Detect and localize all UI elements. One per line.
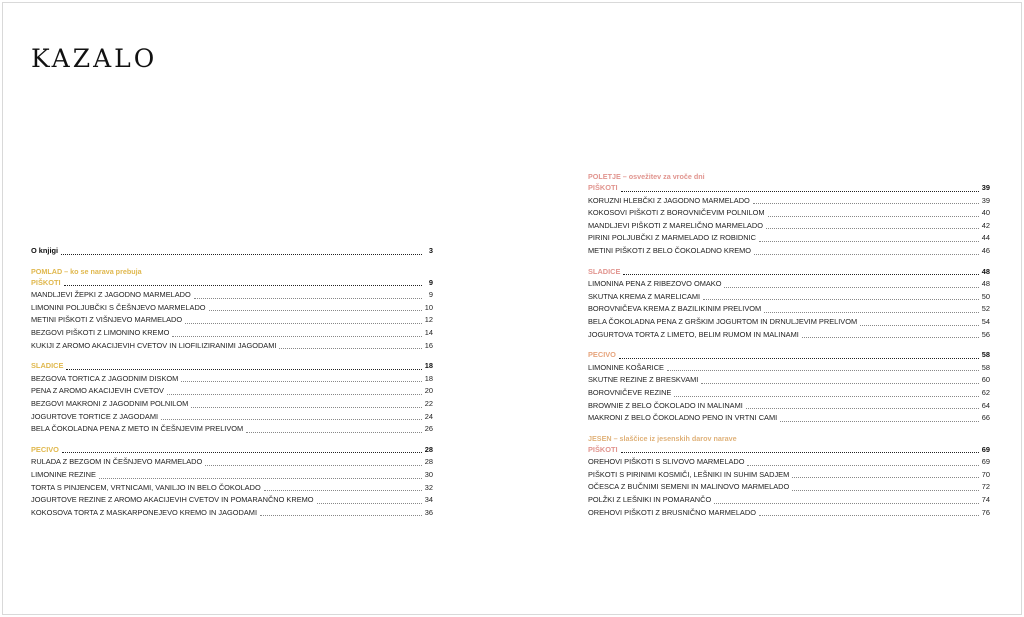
toc-entry[interactable] [31, 423, 433, 436]
dot-leader [714, 502, 979, 504]
dot-leader [703, 298, 979, 300]
toc-entry-label: TORTA S PINJENCEM, VRTNICAMI, VANILJO IN BELO ČOKOLADO [31, 482, 261, 492]
toc-entry-label: PENA Z AROMO AKACIJEVIH CVETOV [31, 386, 164, 396]
toc-entry-label: LIMONINA PENA Z RIBEZOVO OMAKO [588, 279, 722, 289]
toc-entry-page: 58 [981, 362, 990, 372]
toc-entry-page: 22 [424, 398, 433, 408]
toc-entry[interactable] [31, 398, 433, 411]
toc-entry[interactable] [31, 289, 433, 302]
toc-category-sladice[interactable] [31, 360, 433, 373]
toc-entry-page: 46 [981, 245, 990, 255]
dot-leader [264, 489, 422, 491]
toc-entry-label: KUKIJI Z AROMO AKACIJEVIH CVETOV IN LIOFILIZIRANIMI JAGODAMI [31, 340, 277, 350]
toc-entry-label: OREHOVI PIŠKOTI Z BRUSNIČNO MARMELADO [588, 507, 756, 517]
toc-entry-label: O knjigi [31, 246, 59, 255]
dot-leader [792, 489, 979, 491]
dot-leader [667, 369, 979, 371]
toc-category-page: 9 [428, 277, 433, 287]
toc-entry-page: 66 [981, 413, 990, 423]
toc-entry-label: RULADA Z BEZGOM IN ČEŠNJEVO MARMELADO [31, 457, 203, 467]
dot-leader [724, 286, 978, 288]
toc-entry-page: 9 [428, 290, 433, 300]
dot-leader [674, 395, 978, 397]
toc-entry-page: 70 [981, 469, 990, 479]
toc-entry-page: 62 [981, 387, 990, 397]
dot-leader [64, 284, 422, 286]
toc-entry[interactable] [31, 340, 433, 353]
dot-leader [766, 227, 979, 229]
dot-leader [246, 431, 422, 433]
dot-leader [792, 476, 979, 478]
dot-leader [62, 451, 422, 453]
toc-category-pecivo[interactable] [588, 349, 990, 362]
season-heading-autumn: JESEN – slaščice iz jesenskih darov narave [588, 433, 737, 443]
dot-leader [621, 190, 979, 192]
toc-right-column [588, 171, 990, 527]
toc-entry-label: METINI PIŠKOTI Z VIŠNJEVO MARMELADO [31, 315, 183, 325]
toc-entry[interactable] [588, 494, 990, 507]
toc-entry-label: BOROVNIČEVE REZINE [588, 387, 672, 397]
toc-entry-label: BEZGOVI MAKRONI Z JAGODNIM POLNILOM [31, 398, 189, 408]
dot-leader [172, 335, 421, 337]
toc-entry-page: 36 [424, 507, 433, 517]
toc-entry[interactable] [588, 387, 990, 400]
dot-leader [759, 514, 979, 516]
toc-entry[interactable] [31, 385, 433, 398]
toc-category-label: SLADICE [588, 266, 621, 276]
toc-entry[interactable] [588, 362, 990, 375]
toc-entry-label: PIRINI POLJUBČKI Z MARMELADO IZ ROBIDNIC [588, 233, 756, 243]
toc-entry-label: KOKOSOVI PIŠKOTI Z BOROVNIČEVIM POLNILOM [588, 208, 765, 218]
toc-entry[interactable] [588, 374, 990, 387]
dot-leader [802, 336, 979, 338]
toc-entry[interactable] [588, 232, 990, 245]
toc-entry-page: 64 [981, 400, 990, 410]
dot-leader [768, 215, 979, 217]
toc-category-label: SLADICE [31, 361, 64, 371]
toc-entry-label: LIMONINI POLJUBČKI S ČEŠNJEVO MARMELADO [31, 302, 206, 312]
toc-category-pikoti[interactable] [588, 182, 990, 195]
toc-category-pecivo[interactable] [31, 444, 433, 457]
page-title: KAZALO [31, 44, 158, 73]
toc-entry-label: LIMONINE REZINE [31, 469, 96, 479]
toc-entry-page: 76 [981, 507, 990, 517]
toc-entry[interactable] [31, 373, 433, 386]
toc-entry[interactable] [31, 456, 433, 469]
toc-category-label: PIŠKOTI [588, 444, 618, 454]
toc-category-page: 48 [981, 266, 990, 276]
toc-entry-page: 28 [424, 457, 433, 467]
toc-entry-label: BELA ČOKOLADNA PENA Z METO IN ČEŠNJEVIM PRELIVOM [31, 424, 244, 434]
toc-entry[interactable] [588, 456, 990, 469]
dot-leader [746, 407, 979, 409]
toc-entry-page: 56 [981, 329, 990, 339]
toc-entry-label: PIŠKOTI S PIRINIMI KOSMIČI, LEŠNIKI IN SUHIM SADJEM [588, 469, 790, 479]
dot-leader [66, 368, 421, 370]
toc-entry-label: METINI PIŠKOTI Z BELO ČOKOLADNO KREMO [588, 245, 752, 255]
dot-leader [317, 502, 422, 504]
toc-entry-label: BEZGOVI PIŠKOTI Z LIMONINO KREMO [31, 327, 170, 337]
dot-leader [753, 202, 979, 204]
dot-leader [191, 406, 421, 408]
toc-entry-page: 50 [981, 291, 990, 301]
toc-entry-intro[interactable] [31, 245, 433, 258]
toc-entry-page: 52 [981, 304, 990, 314]
toc-entry-page: 34 [424, 495, 433, 505]
toc-category-sladice[interactable] [588, 266, 990, 279]
toc-entry-page: 30 [424, 469, 433, 479]
dot-leader [260, 514, 422, 516]
dot-leader [61, 253, 422, 255]
toc-entry-page: 54 [981, 316, 990, 326]
toc-left-column [31, 245, 433, 527]
toc-entry-page: 32 [424, 482, 433, 492]
dot-leader [194, 297, 422, 299]
toc-entry[interactable] [588, 278, 990, 291]
toc-entry-label: SKUTNE REZINE Z BRESKVAMI [588, 375, 699, 385]
dot-leader [747, 464, 978, 466]
toc-entry-page: 14 [424, 327, 433, 337]
dot-leader [701, 382, 978, 384]
dot-leader [623, 273, 978, 275]
toc-entry-page: 74 [981, 495, 990, 505]
toc-entry[interactable] [588, 303, 990, 316]
dot-leader [181, 380, 421, 382]
toc-entry-page: 39 [981, 195, 990, 205]
toc-entry[interactable] [31, 507, 433, 520]
dot-leader [619, 357, 979, 359]
dot-leader [205, 464, 422, 466]
toc-entry[interactable] [588, 316, 990, 329]
toc-entry-label: OREHOVI PIŠKOTI S SLIVOVO MARMELADO [588, 457, 745, 467]
toc-entry[interactable] [588, 245, 990, 258]
toc-entry-page: 16 [424, 340, 433, 350]
toc-entry-label: BEZGOVA TORTICA Z JAGODNIM DISKOM [31, 373, 179, 383]
toc-entry-page: 12 [424, 315, 433, 325]
toc-entry-page: 10 [424, 302, 433, 312]
toc-entry-label: LIMONINE KOŠARICE [588, 362, 664, 372]
toc-entry[interactable] [588, 195, 990, 208]
toc-entry[interactable] [31, 314, 433, 327]
toc-entry[interactable] [588, 207, 990, 220]
toc-entry[interactable] [588, 400, 990, 413]
toc-category-label: PECIVO [588, 350, 616, 360]
toc-entry-label: OČESCA Z BUČNIMI SEMENI IN MALINOVO MARMELADO [588, 482, 790, 492]
toc-entry[interactable] [588, 469, 990, 482]
toc-category-pikoti[interactable] [588, 444, 990, 457]
toc-entry[interactable] [588, 507, 990, 520]
toc-entry-page: 18 [424, 373, 433, 383]
toc-entry-label: BROWNIE Z BELO ČOKOLADO IN MALINAMI [588, 400, 743, 410]
toc-entry-page: 3 [428, 246, 433, 255]
dot-leader [860, 324, 979, 326]
dot-leader [167, 393, 422, 395]
toc-entry[interactable] [588, 412, 990, 425]
toc-entry[interactable] [31, 302, 433, 315]
toc-entry-label: JOGURTOVE TORTICE Z JAGODAMI [31, 411, 159, 421]
toc-entry-page: 26 [424, 424, 433, 434]
toc-entry[interactable] [31, 469, 433, 482]
toc-entry-page: 48 [981, 279, 990, 289]
dot-leader [185, 322, 422, 324]
dot-leader [759, 240, 979, 242]
dot-leader [279, 347, 421, 349]
season-heading-summer: POLETJE – osvežitev za vroče dni [588, 172, 705, 181]
dot-leader [99, 477, 422, 479]
toc-entry-page: 40 [981, 208, 990, 218]
toc-entry-label: SKUTNA KREMA Z MARELICAMI [588, 291, 701, 301]
dot-leader [161, 418, 422, 420]
toc-entry-page: 24 [424, 411, 433, 421]
toc-entry-label: POLŽKI Z LEŠNIKI IN POMARANČO [588, 495, 712, 505]
toc-entry-label: BELA ČOKOLADNA PENA Z GRŠKIM JOGURTOM IN DRNULJEVIM PRELIVOM [588, 316, 858, 326]
toc-entry-page: 60 [981, 375, 990, 385]
toc-category-label: PIŠKOTI [588, 183, 618, 192]
toc-category-page: 69 [981, 444, 990, 454]
toc-entry-label: BOROVNIČEVA KREMA Z BAZILIKINIM PRELIVOM [588, 304, 762, 314]
toc-category-page: 18 [424, 361, 433, 371]
toc-category-page: 39 [981, 183, 990, 192]
toc-entry[interactable] [588, 291, 990, 304]
dot-leader [780, 420, 979, 422]
toc-entry-page: 20 [424, 386, 433, 396]
toc-category-pikoti[interactable] [31, 277, 433, 290]
dot-leader [621, 451, 979, 453]
dot-leader [209, 309, 422, 311]
toc-entry-label: MAKRONI Z BELO ČOKOLADNO PENO IN VRTNI CAMI [588, 413, 778, 423]
toc-entry[interactable] [31, 411, 433, 424]
toc-entry-label: MANDLJEVI ŽEPKI Z JAGODNO MARMELADO [31, 290, 191, 300]
toc-category-label: PECIVO [31, 444, 59, 454]
toc-category-label: PIŠKOTI [31, 277, 61, 287]
season-heading-spring: POMLAD – ko se narava prebuja [31, 266, 142, 276]
toc-entry-page: 72 [981, 482, 990, 492]
toc-entry[interactable] [588, 481, 990, 494]
toc-entry-label: KOKOSOVA TORTA Z MASKARPONEJEVO KREMO IN JAGODAMI [31, 507, 258, 517]
toc-entry[interactable] [31, 494, 433, 507]
toc-entry[interactable] [588, 220, 990, 233]
toc-entry-label: JOGURTOVE REZINE Z AROMO AKACIJEVIH CVETOV IN POMARANČNO KREMO [31, 495, 314, 505]
dot-leader [754, 253, 979, 255]
toc-entry-page: 44 [981, 233, 990, 243]
toc-category-page: 58 [981, 350, 990, 360]
toc-category-page: 28 [424, 444, 433, 454]
toc-entry-page: 69 [981, 457, 990, 467]
toc-entry[interactable] [31, 327, 433, 340]
toc-entry-label: MANDLJEVI PIŠKOTI Z MARELIČNO MARMELADO [588, 220, 763, 230]
toc-entry[interactable] [588, 329, 990, 342]
toc-entry[interactable] [31, 482, 433, 495]
dot-leader [764, 311, 979, 313]
toc-entry-label: JOGURTOVA TORTA Z LIMETO, BELIM RUMOM IN MALINAMI [588, 329, 799, 339]
toc-entry-page: 42 [981, 220, 990, 230]
toc-entry-label: KORUZNI HLEBČKI Z JAGODNO MARMELADO [588, 195, 750, 205]
